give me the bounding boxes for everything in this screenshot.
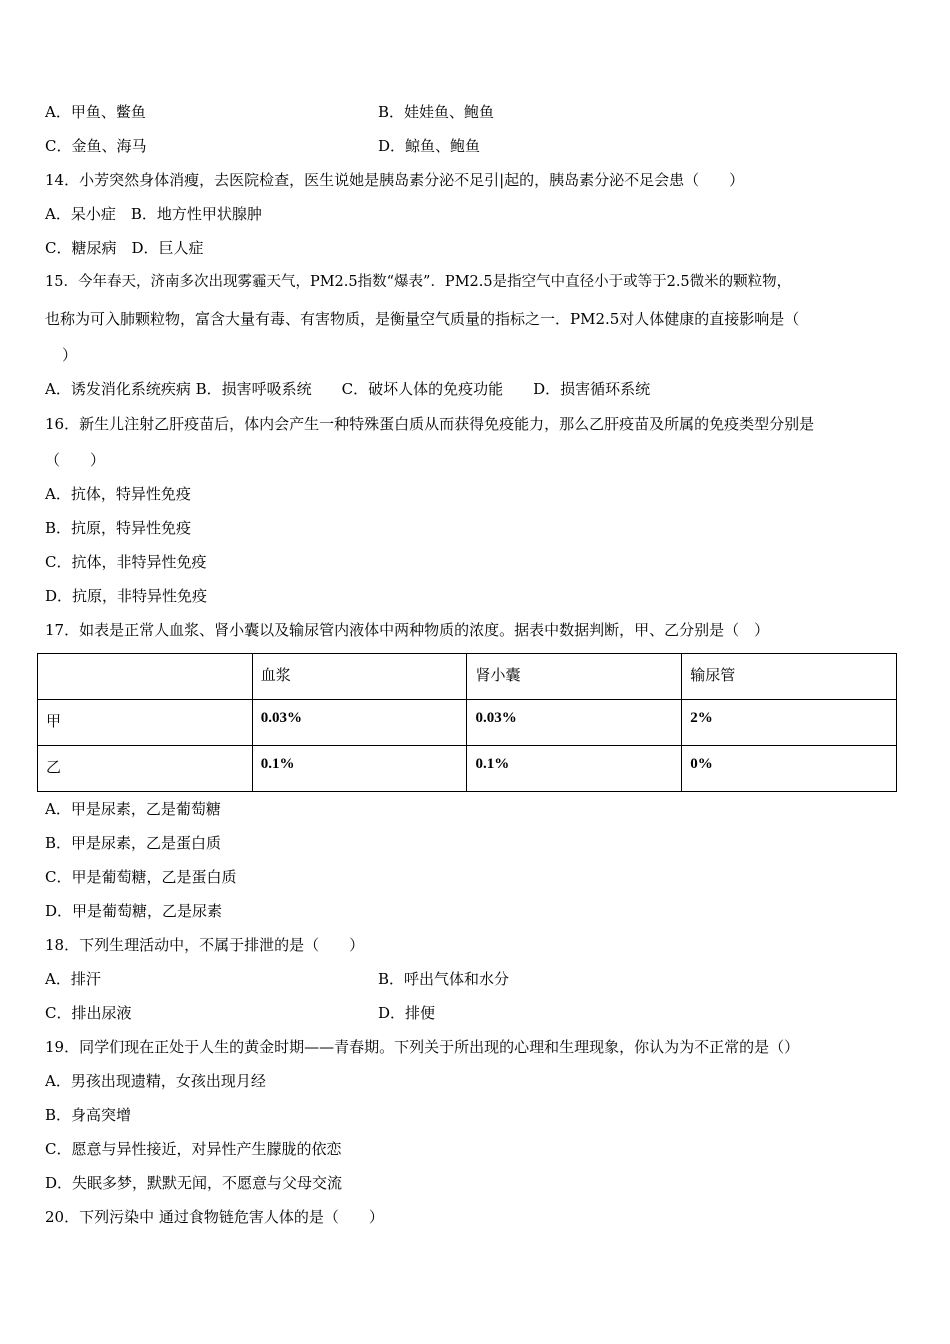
table-cell: 0% xyxy=(682,746,897,792)
q17-option-a: A．甲是尿素，乙是葡萄糖 xyxy=(45,800,221,818)
q19-stem: 19．同学们现在正处于人生的黄金时期——青春期。下列关于所出现的心理和生理现象，你认为为不正常的是（） xyxy=(45,1038,800,1056)
q16-option-a: A．抗体，特异性免疫 xyxy=(45,485,191,503)
q18-stem: 18．下列生理活动中，不属于排泄的是（ ） xyxy=(45,936,365,954)
table-cell: 乙 xyxy=(38,746,253,792)
table-header-cell: 肾小囊 xyxy=(467,654,682,700)
q16-stem-line2: （ ） xyxy=(45,451,106,469)
q13-option-b: B．娃娃鱼、鲍鱼 xyxy=(378,103,495,121)
table-row xyxy=(38,746,897,792)
q19-option-d: D．失眠多梦，默默无闻，不愿意与父母交流 xyxy=(45,1174,343,1192)
table-cell: 2% xyxy=(682,700,897,746)
q17-option-c: C．甲是葡萄糖，乙是蛋白质 xyxy=(45,868,237,886)
q16-option-c: C．抗体，非特异性免疫 xyxy=(45,553,207,571)
q19-option-c: C．愿意与异性接近，对异性产生朦胧的依恋 xyxy=(45,1140,342,1158)
q20-stem: 20．下列污染中 通过食物链危害人体的是（ ） xyxy=(45,1208,384,1226)
q17-stem: 17．如表是正常人血浆、肾小囊以及输尿管内液体中两种物质的浓度。据表中数据判断，甲、乙分别是（ ） xyxy=(45,621,770,639)
table-cell: 0.03% xyxy=(252,700,467,746)
table-header-cell xyxy=(38,654,253,700)
table-cell: 0.03% xyxy=(467,700,682,746)
q18-option-c: C．排出尿液 xyxy=(45,1004,132,1022)
table-cell: 甲 xyxy=(38,700,253,746)
q18-option-a: A．排汗 xyxy=(45,970,101,988)
table-row xyxy=(38,700,897,746)
q14-options-row1: A．呆小症 B．地方性甲状腺肿 xyxy=(45,205,262,223)
q16-stem-line1: 16．新生儿注射乙肝疫苗后，体内会产生一种特殊蛋白质从而获得免疫能力，那么乙肝疫苗及所属的免疫类型分别是 xyxy=(45,415,815,433)
q13-option-d: D．鲸鱼、鲍鱼 xyxy=(378,137,481,155)
table-cell: 0.1% xyxy=(252,746,467,792)
q19-option-b: B．身高突增 xyxy=(45,1106,132,1124)
table-header-row xyxy=(38,654,897,700)
table-cell: 0.1% xyxy=(467,746,682,792)
q17-option-b: B．甲是尿素，乙是蛋白质 xyxy=(45,834,222,852)
q15-stem-line3: ） xyxy=(62,346,78,364)
q16-option-b: B．抗原，特异性免疫 xyxy=(45,519,192,537)
q13-option-a: A．甲鱼、鳖鱼 xyxy=(45,103,146,121)
q14-stem: 14．小芳突然身体消瘦，去医院检查，医生说她是胰岛素分泌不足引|起的，胰岛素分泌不足会患（ ） xyxy=(45,171,745,189)
q18-option-b: B．呼出气体和水分 xyxy=(378,970,510,988)
q15-stem-line2: 也称为可入肺颗粒物，富含大量有毒、有害物质，是衡量空气质量的指标之一．PM2.5对人体健康的直接影响是（ xyxy=(45,310,800,328)
q14-options-row2: C．糖尿病 D．巨人症 xyxy=(45,239,204,257)
q18-option-d: D．排便 xyxy=(378,1004,436,1022)
q15-options: A．诱发消化系统疾病 B．损害呼吸系统 C．破坏人体的免疫功能 D．损害循环系统 xyxy=(45,380,651,398)
q16-option-d: D．抗原，非特异性免疫 xyxy=(45,587,208,605)
q15-stem-line1: 15．今年春天，济南多次出现雾霾天气，PM2.5指数“爆表”．PM2.5是指空气中直径小于或等于2.5微米的颗粒物， xyxy=(45,274,792,290)
table-header-cell: 血浆 xyxy=(252,654,467,700)
q13-option-c: C．金鱼、海马 xyxy=(45,137,147,155)
table-header-cell: 输尿管 xyxy=(682,654,897,700)
q17-option-d: D．甲是葡萄糖，乙是尿素 xyxy=(45,902,223,920)
q17-data-table xyxy=(37,653,897,792)
q19-option-a: A．男孩出现遗精，女孩出现月经 xyxy=(45,1072,266,1090)
